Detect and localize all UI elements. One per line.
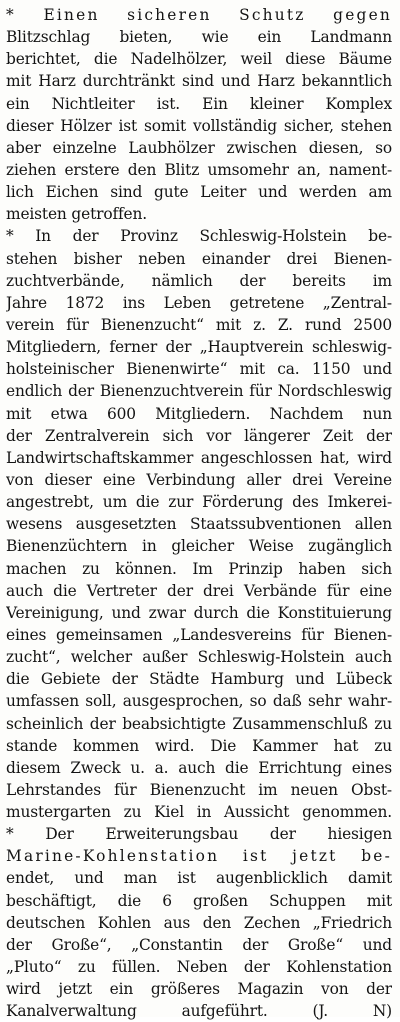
text-line: auch die Vertreter der drei Verbände für eine — [6, 581, 392, 600]
text-line: der Zentralverein sich vor längerer Zeit der — [6, 426, 392, 445]
paragraph-lightning-protection — [6, 4, 392, 225]
text-line: ein Nichtleiter ist. Ein kleiner Komplex — [6, 94, 392, 113]
text-line: Kanalverwaltung aufgeführt. (J. N) — [6, 1002, 392, 1021]
text-line: Vereinigung, und zwar durch die Konstituierung — [6, 603, 392, 622]
text-line: diesem Zweck u. a. auch die Errichtung eines — [6, 758, 392, 777]
text-line: Jahre 1872 ins Leben getretene „Zentral- — [6, 293, 392, 312]
text-line: endlich der Bienenzuchtverein für Nordschleswig — [6, 382, 392, 401]
text-line: die Gebiete der Städte Hamburg und Lübeck — [6, 670, 392, 689]
text-line: * In der Provinz Schleswig-Holstein be- — [6, 227, 392, 246]
paragraph-beekeeping-associations — [6, 225, 392, 823]
text-line: Blitzschlag bieten, wie ein Landmann — [6, 28, 392, 47]
text-line: holsteinischer Bienenwirte“ mit ca. 1150 und — [6, 360, 392, 379]
text-line: verein für Bienenzucht“ mit z. Z. rund 2500 — [6, 315, 392, 334]
text-line: Lehrstandes für Bienenzucht im neuen Obst- — [6, 780, 392, 799]
paragraph-coaling-station — [6, 823, 392, 1022]
text-line: wesens ausgesetzten Staatssubventionen allen — [6, 515, 392, 534]
text-line: deutschen Kohlen aus den Zechen „Friedrich — [6, 913, 392, 932]
text-line: lich Eichen sind gute Leiter und werden am — [6, 183, 392, 202]
text-line: stehen bisher neben einander drei Bienen- — [6, 249, 392, 268]
text-line: angestrebt, um die zur Förderung des Imkerei- — [6, 493, 392, 512]
text-line: * Einen sicheren Schutz gegen — [6, 6, 392, 24]
text-line: wird jetzt ein größeres Magazin von der — [6, 980, 392, 999]
text-line: machen zu können. Im Prinzip haben sich — [6, 559, 392, 578]
text-line: Bienenzüchtern in gleicher Weise zugänglich — [6, 537, 392, 556]
text-line: Mitgliedern, ferner der „Hauptverein schleswig- — [6, 338, 392, 357]
text-line: Landwirtschaftskammer angeschlossen hat, wird — [6, 448, 392, 467]
text-line: umfassen soll, ausgesprochen, so daß sehr wahr- — [6, 692, 392, 711]
text-line: stande kommen wird. Die Kammer hat zu — [6, 736, 392, 755]
text-line: mit etwa 600 Mitgliedern. Nachdem nun — [6, 404, 392, 423]
text-line: endet, und man ist augenblicklich damit — [6, 869, 392, 888]
text-line: mit Harz durchtränkt sind und Harz bekanntlich — [6, 72, 392, 91]
text-line: scheinlich der beabsichtigte Zusammenschluß zu — [6, 714, 392, 733]
text-line: dieser Hölzer ist somit vollständig sicher, stehen — [6, 116, 392, 135]
text-line: zucht“, welcher außer Schleswig-Holstein auch — [6, 648, 392, 667]
text-line: der Große“, „Constantin der Große“ und — [6, 935, 392, 954]
text-line: zuchtverbände, nämlich der bereits im — [6, 271, 392, 290]
text-line: von dieser eine Verbindung aller drei Vereine — [6, 470, 392, 489]
text-line: * Der Erweiterungsbau der hiesigen — [6, 825, 392, 844]
text-line: Marine-Kohlenstation ist jetzt be- — [6, 847, 392, 866]
text-line: mustergarten zu Kiel in Aussicht genommen. — [6, 803, 392, 822]
text-line: „Pluto“ zu füllen. Neben der Kohlenstation — [6, 958, 392, 977]
text-line: berichtet, die Nadelhölzer, weil diese Bäume — [6, 50, 392, 69]
text-line: aber einzelne Laubhölzer zwischen diesen, so — [6, 138, 392, 157]
text-line: ziehen erstere den Blitz umsomehr an, nament- — [6, 160, 392, 179]
text-line: beschäftigt, die 6 großen Schuppen mit — [6, 891, 392, 910]
text-line: eines gemeinsamen „Landesvereins für Bienen- — [6, 625, 392, 644]
text-line: meisten getroffen. — [6, 205, 147, 224]
